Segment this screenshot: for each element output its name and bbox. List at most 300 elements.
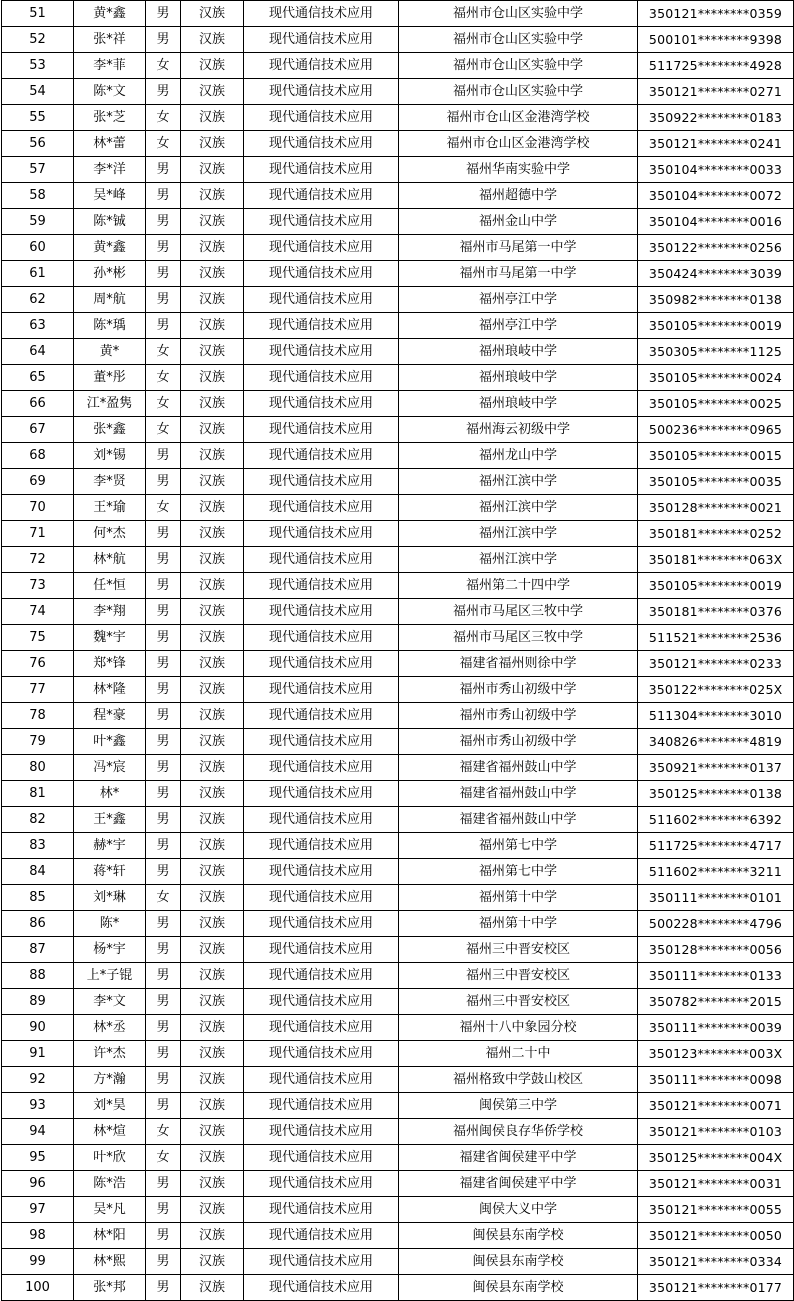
student-name-cell: 王*鑫 bbox=[74, 807, 146, 833]
ethnicity-cell: 汉族 bbox=[181, 833, 244, 859]
gender-cell: 女 bbox=[146, 391, 181, 417]
major-cell: 现代通信技术应用 bbox=[244, 365, 399, 391]
gender-cell: 男 bbox=[146, 599, 181, 625]
row-number-cell: 54 bbox=[2, 79, 74, 105]
major-cell: 现代通信技术应用 bbox=[244, 1249, 399, 1275]
id-number-cell: 350121********0271 bbox=[638, 79, 794, 105]
school-name-cell: 福州闽侯良存华侨学校 bbox=[399, 1119, 638, 1145]
row-number-cell: 70 bbox=[2, 495, 74, 521]
gender-cell: 女 bbox=[146, 1145, 181, 1171]
ethnicity-cell: 汉族 bbox=[181, 1015, 244, 1041]
student-name-cell: 林*煊 bbox=[74, 1119, 146, 1145]
major-cell: 现代通信技术应用 bbox=[244, 79, 399, 105]
gender-cell: 男 bbox=[146, 1197, 181, 1223]
row-number-cell: 84 bbox=[2, 859, 74, 885]
student-name-cell: 何*杰 bbox=[74, 521, 146, 547]
row-number-cell: 73 bbox=[2, 573, 74, 599]
row-number-cell: 95 bbox=[2, 1145, 74, 1171]
major-cell: 现代通信技术应用 bbox=[244, 755, 399, 781]
row-number-cell: 58 bbox=[2, 183, 74, 209]
student-name-cell: 孙*彬 bbox=[74, 261, 146, 287]
ethnicity-cell: 汉族 bbox=[181, 1223, 244, 1249]
id-number-cell: 350121********0031 bbox=[638, 1171, 794, 1197]
ethnicity-cell: 汉族 bbox=[181, 1, 244, 27]
row-number-cell: 86 bbox=[2, 911, 74, 937]
school-name-cell: 福州市秀山初级中学 bbox=[399, 729, 638, 755]
id-number-cell: 511602********3211 bbox=[638, 859, 794, 885]
id-number-cell: 350121********0359 bbox=[638, 1, 794, 27]
id-number-cell: 350123********003X bbox=[638, 1041, 794, 1067]
student-roster-table bbox=[1, 0, 794, 1301]
student-name-cell: 李*洋 bbox=[74, 157, 146, 183]
major-cell: 现代通信技术应用 bbox=[244, 833, 399, 859]
row-number-cell: 63 bbox=[2, 313, 74, 339]
student-name-cell: 张*邦 bbox=[74, 1275, 146, 1301]
gender-cell: 男 bbox=[146, 1171, 181, 1197]
ethnicity-cell: 汉族 bbox=[181, 859, 244, 885]
row-number-cell: 93 bbox=[2, 1093, 74, 1119]
ethnicity-cell: 汉族 bbox=[181, 79, 244, 105]
ethnicity-cell: 汉族 bbox=[181, 183, 244, 209]
school-name-cell: 福州龙山中学 bbox=[399, 443, 638, 469]
table-row bbox=[2, 521, 794, 547]
row-number-cell: 56 bbox=[2, 131, 74, 157]
row-number-cell: 80 bbox=[2, 755, 74, 781]
major-cell: 现代通信技术应用 bbox=[244, 547, 399, 573]
school-name-cell: 福州琅岐中学 bbox=[399, 365, 638, 391]
major-cell: 现代通信技术应用 bbox=[244, 209, 399, 235]
major-cell: 现代通信技术应用 bbox=[244, 989, 399, 1015]
table-row bbox=[2, 573, 794, 599]
school-name-cell: 福州琅岐中学 bbox=[399, 339, 638, 365]
id-number-cell: 500101********9398 bbox=[638, 27, 794, 53]
major-cell: 现代通信技术应用 bbox=[244, 573, 399, 599]
student-name-cell: 董*彤 bbox=[74, 365, 146, 391]
student-name-cell: 黄* bbox=[74, 339, 146, 365]
id-number-cell: 350181********063X bbox=[638, 547, 794, 573]
major-cell: 现代通信技术应用 bbox=[244, 469, 399, 495]
ethnicity-cell: 汉族 bbox=[181, 157, 244, 183]
ethnicity-cell: 汉族 bbox=[181, 547, 244, 573]
student-name-cell: 陈* bbox=[74, 911, 146, 937]
gender-cell: 女 bbox=[146, 1119, 181, 1145]
table-row bbox=[2, 209, 794, 235]
row-number-cell: 59 bbox=[2, 209, 74, 235]
ethnicity-cell: 汉族 bbox=[181, 27, 244, 53]
id-number-cell: 350121********0233 bbox=[638, 651, 794, 677]
major-cell: 现代通信技术应用 bbox=[244, 781, 399, 807]
gender-cell: 女 bbox=[146, 339, 181, 365]
student-name-cell: 林*丞 bbox=[74, 1015, 146, 1041]
student-name-cell: 李*文 bbox=[74, 989, 146, 1015]
id-number-cell: 511304********3010 bbox=[638, 703, 794, 729]
table-row bbox=[2, 235, 794, 261]
id-number-cell: 340826********4819 bbox=[638, 729, 794, 755]
id-number-cell: 350105********0035 bbox=[638, 469, 794, 495]
id-number-cell: 350105********0025 bbox=[638, 391, 794, 417]
major-cell: 现代通信技术应用 bbox=[244, 131, 399, 157]
school-name-cell: 闽侯大义中学 bbox=[399, 1197, 638, 1223]
id-number-cell: 350111********0039 bbox=[638, 1015, 794, 1041]
row-number-cell: 99 bbox=[2, 1249, 74, 1275]
student-name-cell: 陈*铖 bbox=[74, 209, 146, 235]
table-row bbox=[2, 1171, 794, 1197]
ethnicity-cell: 汉族 bbox=[181, 781, 244, 807]
gender-cell: 男 bbox=[146, 443, 181, 469]
table-row bbox=[2, 807, 794, 833]
row-number-cell: 89 bbox=[2, 989, 74, 1015]
school-name-cell: 福建省福州鼓山中学 bbox=[399, 781, 638, 807]
student-name-cell: 林* bbox=[74, 781, 146, 807]
row-number-cell: 78 bbox=[2, 703, 74, 729]
ethnicity-cell: 汉族 bbox=[181, 963, 244, 989]
table-row bbox=[2, 1275, 794, 1301]
student-name-cell: 李*翔 bbox=[74, 599, 146, 625]
id-number-cell: 350922********0183 bbox=[638, 105, 794, 131]
gender-cell: 女 bbox=[146, 131, 181, 157]
gender-cell: 女 bbox=[146, 417, 181, 443]
student-name-cell: 王*瑜 bbox=[74, 495, 146, 521]
table-row bbox=[2, 1041, 794, 1067]
student-name-cell: 刘*昊 bbox=[74, 1093, 146, 1119]
school-name-cell: 福州市仓山区金港湾学校 bbox=[399, 105, 638, 131]
table-row bbox=[2, 833, 794, 859]
student-name-cell: 杨*宇 bbox=[74, 937, 146, 963]
student-name-cell: 方*瀚 bbox=[74, 1067, 146, 1093]
major-cell: 现代通信技术应用 bbox=[244, 651, 399, 677]
table-row bbox=[2, 443, 794, 469]
table-row bbox=[2, 937, 794, 963]
major-cell: 现代通信技术应用 bbox=[244, 287, 399, 313]
ethnicity-cell: 汉族 bbox=[181, 1197, 244, 1223]
id-number-cell: 350125********0138 bbox=[638, 781, 794, 807]
student-name-cell: 张*祥 bbox=[74, 27, 146, 53]
student-name-cell: 叶*欣 bbox=[74, 1145, 146, 1171]
student-name-cell: 李*贤 bbox=[74, 469, 146, 495]
school-name-cell: 福建省福州鼓山中学 bbox=[399, 807, 638, 833]
school-name-cell: 福建省福州鼓山中学 bbox=[399, 755, 638, 781]
gender-cell: 男 bbox=[146, 677, 181, 703]
major-cell: 现代通信技术应用 bbox=[244, 1145, 399, 1171]
gender-cell: 男 bbox=[146, 937, 181, 963]
table-row bbox=[2, 79, 794, 105]
id-number-cell: 350982********0138 bbox=[638, 287, 794, 313]
gender-cell: 男 bbox=[146, 235, 181, 261]
student-name-cell: 李*菲 bbox=[74, 53, 146, 79]
major-cell: 现代通信技术应用 bbox=[244, 417, 399, 443]
gender-cell: 男 bbox=[146, 287, 181, 313]
school-name-cell: 福州亭江中学 bbox=[399, 287, 638, 313]
row-number-cell: 52 bbox=[2, 27, 74, 53]
row-number-cell: 81 bbox=[2, 781, 74, 807]
id-number-cell: 350104********0072 bbox=[638, 183, 794, 209]
row-number-cell: 90 bbox=[2, 1015, 74, 1041]
row-number-cell: 87 bbox=[2, 937, 74, 963]
ethnicity-cell: 汉族 bbox=[181, 1067, 244, 1093]
ethnicity-cell: 汉族 bbox=[181, 1275, 244, 1301]
gender-cell: 男 bbox=[146, 261, 181, 287]
gender-cell: 男 bbox=[146, 1093, 181, 1119]
gender-cell: 男 bbox=[146, 807, 181, 833]
major-cell: 现代通信技术应用 bbox=[244, 963, 399, 989]
ethnicity-cell: 汉族 bbox=[181, 1041, 244, 1067]
table-row bbox=[2, 1015, 794, 1041]
row-number-cell: 98 bbox=[2, 1223, 74, 1249]
ethnicity-cell: 汉族 bbox=[181, 313, 244, 339]
student-name-cell: 上*子锟 bbox=[74, 963, 146, 989]
table-row bbox=[2, 677, 794, 703]
row-number-cell: 66 bbox=[2, 391, 74, 417]
school-name-cell: 福州江滨中学 bbox=[399, 521, 638, 547]
school-name-cell: 福州格致中学鼓山校区 bbox=[399, 1067, 638, 1093]
major-cell: 现代通信技术应用 bbox=[244, 1067, 399, 1093]
id-number-cell: 350121********0241 bbox=[638, 131, 794, 157]
row-number-cell: 55 bbox=[2, 105, 74, 131]
ethnicity-cell: 汉族 bbox=[181, 417, 244, 443]
table-row bbox=[2, 391, 794, 417]
school-name-cell: 福州市仓山区金港湾学校 bbox=[399, 131, 638, 157]
school-name-cell: 福州市仓山区实验中学 bbox=[399, 79, 638, 105]
major-cell: 现代通信技术应用 bbox=[244, 1015, 399, 1041]
school-name-cell: 闽侯第三中学 bbox=[399, 1093, 638, 1119]
id-number-cell: 500236********0965 bbox=[638, 417, 794, 443]
table-row bbox=[2, 1, 794, 27]
major-cell: 现代通信技术应用 bbox=[244, 885, 399, 911]
gender-cell: 男 bbox=[146, 833, 181, 859]
id-number-cell: 511521********2536 bbox=[638, 625, 794, 651]
student-name-cell: 叶*鑫 bbox=[74, 729, 146, 755]
school-name-cell: 福州江滨中学 bbox=[399, 495, 638, 521]
row-number-cell: 74 bbox=[2, 599, 74, 625]
gender-cell: 男 bbox=[146, 703, 181, 729]
ethnicity-cell: 汉族 bbox=[181, 755, 244, 781]
ethnicity-cell: 汉族 bbox=[181, 599, 244, 625]
ethnicity-cell: 汉族 bbox=[181, 365, 244, 391]
table-row bbox=[2, 599, 794, 625]
ethnicity-cell: 汉族 bbox=[181, 1249, 244, 1275]
row-number-cell: 92 bbox=[2, 1067, 74, 1093]
gender-cell: 女 bbox=[146, 885, 181, 911]
ethnicity-cell: 汉族 bbox=[181, 651, 244, 677]
ethnicity-cell: 汉族 bbox=[181, 209, 244, 235]
school-name-cell: 福州亭江中学 bbox=[399, 313, 638, 339]
table-row bbox=[2, 703, 794, 729]
gender-cell: 男 bbox=[146, 651, 181, 677]
major-cell: 现代通信技术应用 bbox=[244, 1, 399, 27]
row-number-cell: 64 bbox=[2, 339, 74, 365]
student-name-cell: 林*阳 bbox=[74, 1223, 146, 1249]
table-row bbox=[2, 1067, 794, 1093]
row-number-cell: 85 bbox=[2, 885, 74, 911]
row-number-cell: 53 bbox=[2, 53, 74, 79]
major-cell: 现代通信技术应用 bbox=[244, 157, 399, 183]
id-number-cell: 511725********4928 bbox=[638, 53, 794, 79]
major-cell: 现代通信技术应用 bbox=[244, 911, 399, 937]
ethnicity-cell: 汉族 bbox=[181, 1145, 244, 1171]
gender-cell: 男 bbox=[146, 157, 181, 183]
ethnicity-cell: 汉族 bbox=[181, 131, 244, 157]
table-row bbox=[2, 651, 794, 677]
ethnicity-cell: 汉族 bbox=[181, 235, 244, 261]
id-number-cell: 350181********0252 bbox=[638, 521, 794, 547]
ethnicity-cell: 汉族 bbox=[181, 937, 244, 963]
ethnicity-cell: 汉族 bbox=[181, 1093, 244, 1119]
school-name-cell: 福州第二十四中学 bbox=[399, 573, 638, 599]
ethnicity-cell: 汉族 bbox=[181, 885, 244, 911]
school-name-cell: 福建省福州则徐中学 bbox=[399, 651, 638, 677]
gender-cell: 男 bbox=[146, 209, 181, 235]
id-number-cell: 350105********0019 bbox=[638, 573, 794, 599]
major-cell: 现代通信技术应用 bbox=[244, 1275, 399, 1301]
school-name-cell: 福州市仓山区实验中学 bbox=[399, 53, 638, 79]
id-number-cell: 350121********0334 bbox=[638, 1249, 794, 1275]
id-number-cell: 350105********0024 bbox=[638, 365, 794, 391]
school-name-cell: 福州琅岐中学 bbox=[399, 391, 638, 417]
student-name-cell: 许*杰 bbox=[74, 1041, 146, 1067]
school-name-cell: 福州市仓山区实验中学 bbox=[399, 27, 638, 53]
student-name-cell: 江*盈隽 bbox=[74, 391, 146, 417]
school-name-cell: 福州金山中学 bbox=[399, 209, 638, 235]
student-name-cell: 林*隆 bbox=[74, 677, 146, 703]
id-number-cell: 350121********0055 bbox=[638, 1197, 794, 1223]
id-number-cell: 350111********0098 bbox=[638, 1067, 794, 1093]
id-number-cell: 350104********0016 bbox=[638, 209, 794, 235]
major-cell: 现代通信技术应用 bbox=[244, 1119, 399, 1145]
table-row bbox=[2, 365, 794, 391]
school-name-cell: 福州第七中学 bbox=[399, 833, 638, 859]
id-number-cell: 350305********1125 bbox=[638, 339, 794, 365]
table-row bbox=[2, 547, 794, 573]
gender-cell: 女 bbox=[146, 53, 181, 79]
table-row bbox=[2, 287, 794, 313]
id-number-cell: 511725********4717 bbox=[638, 833, 794, 859]
row-number-cell: 97 bbox=[2, 1197, 74, 1223]
row-number-cell: 60 bbox=[2, 235, 74, 261]
table-row bbox=[2, 27, 794, 53]
ethnicity-cell: 汉族 bbox=[181, 105, 244, 131]
school-name-cell: 闽侯县东南学校 bbox=[399, 1249, 638, 1275]
id-number-cell: 350125********004X bbox=[638, 1145, 794, 1171]
table-row bbox=[2, 53, 794, 79]
table-row bbox=[2, 1119, 794, 1145]
major-cell: 现代通信技术应用 bbox=[244, 521, 399, 547]
school-name-cell: 福州市仓山区实验中学 bbox=[399, 1, 638, 27]
major-cell: 现代通信技术应用 bbox=[244, 1093, 399, 1119]
student-name-cell: 周*航 bbox=[74, 287, 146, 313]
student-name-cell: 陈*瑀 bbox=[74, 313, 146, 339]
row-number-cell: 71 bbox=[2, 521, 74, 547]
table-row bbox=[2, 1093, 794, 1119]
table-row bbox=[2, 963, 794, 989]
student-name-cell: 冯*宸 bbox=[74, 755, 146, 781]
school-name-cell: 闽侯县东南学校 bbox=[399, 1223, 638, 1249]
major-cell: 现代通信技术应用 bbox=[244, 53, 399, 79]
id-number-cell: 511602********6392 bbox=[638, 807, 794, 833]
gender-cell: 男 bbox=[146, 755, 181, 781]
gender-cell: 男 bbox=[146, 729, 181, 755]
gender-cell: 男 bbox=[146, 521, 181, 547]
school-name-cell: 福州海云初级中学 bbox=[399, 417, 638, 443]
student-name-cell: 吴*凡 bbox=[74, 1197, 146, 1223]
student-name-cell: 林*航 bbox=[74, 547, 146, 573]
row-number-cell: 88 bbox=[2, 963, 74, 989]
gender-cell: 男 bbox=[146, 625, 181, 651]
school-name-cell: 福州市马尾区三牧中学 bbox=[399, 625, 638, 651]
id-number-cell: 350104********0033 bbox=[638, 157, 794, 183]
school-name-cell: 福建省闽侯建平中学 bbox=[399, 1145, 638, 1171]
student-name-cell: 刘*琳 bbox=[74, 885, 146, 911]
table-row bbox=[2, 625, 794, 651]
major-cell: 现代通信技术应用 bbox=[244, 677, 399, 703]
student-name-cell: 陈*文 bbox=[74, 79, 146, 105]
gender-cell: 男 bbox=[146, 1223, 181, 1249]
gender-cell: 男 bbox=[146, 547, 181, 573]
major-cell: 现代通信技术应用 bbox=[244, 1197, 399, 1223]
table-row bbox=[2, 989, 794, 1015]
id-number-cell: 350128********0056 bbox=[638, 937, 794, 963]
gender-cell: 男 bbox=[146, 573, 181, 599]
ethnicity-cell: 汉族 bbox=[181, 911, 244, 937]
id-number-cell: 350128********0021 bbox=[638, 495, 794, 521]
table-row bbox=[2, 911, 794, 937]
ethnicity-cell: 汉族 bbox=[181, 443, 244, 469]
gender-cell: 男 bbox=[146, 1249, 181, 1275]
school-name-cell: 福州十八中象园分校 bbox=[399, 1015, 638, 1041]
major-cell: 现代通信技术应用 bbox=[244, 807, 399, 833]
id-number-cell: 350122********0256 bbox=[638, 235, 794, 261]
row-number-cell: 82 bbox=[2, 807, 74, 833]
gender-cell: 男 bbox=[146, 1067, 181, 1093]
ethnicity-cell: 汉族 bbox=[181, 703, 244, 729]
table-row bbox=[2, 131, 794, 157]
student-name-cell: 林*蕾 bbox=[74, 131, 146, 157]
school-name-cell: 福州市马尾区三牧中学 bbox=[399, 599, 638, 625]
id-number-cell: 350105********0015 bbox=[638, 443, 794, 469]
row-number-cell: 69 bbox=[2, 469, 74, 495]
row-number-cell: 65 bbox=[2, 365, 74, 391]
school-name-cell: 福州第十中学 bbox=[399, 911, 638, 937]
ethnicity-cell: 汉族 bbox=[181, 339, 244, 365]
student-name-cell: 张*芝 bbox=[74, 105, 146, 131]
table-row bbox=[2, 781, 794, 807]
id-number-cell: 350181********0376 bbox=[638, 599, 794, 625]
table-row bbox=[2, 495, 794, 521]
school-name-cell: 闽侯县东南学校 bbox=[399, 1275, 638, 1301]
ethnicity-cell: 汉族 bbox=[181, 521, 244, 547]
gender-cell: 男 bbox=[146, 27, 181, 53]
student-name-cell: 蒋*轩 bbox=[74, 859, 146, 885]
table-row bbox=[2, 1197, 794, 1223]
student-name-cell: 黄*鑫 bbox=[74, 235, 146, 261]
gender-cell: 男 bbox=[146, 79, 181, 105]
ethnicity-cell: 汉族 bbox=[181, 1119, 244, 1145]
table-row bbox=[2, 417, 794, 443]
student-name-cell: 郑*锋 bbox=[74, 651, 146, 677]
school-name-cell: 福州二十中 bbox=[399, 1041, 638, 1067]
major-cell: 现代通信技术应用 bbox=[244, 625, 399, 651]
row-number-cell: 76 bbox=[2, 651, 74, 677]
major-cell: 现代通信技术应用 bbox=[244, 261, 399, 287]
major-cell: 现代通信技术应用 bbox=[244, 729, 399, 755]
major-cell: 现代通信技术应用 bbox=[244, 313, 399, 339]
gender-cell: 男 bbox=[146, 963, 181, 989]
ethnicity-cell: 汉族 bbox=[181, 495, 244, 521]
school-name-cell: 福州第七中学 bbox=[399, 859, 638, 885]
school-name-cell: 福州第十中学 bbox=[399, 885, 638, 911]
table-row bbox=[2, 313, 794, 339]
school-name-cell: 福州超德中学 bbox=[399, 183, 638, 209]
student-name-cell: 陈*浩 bbox=[74, 1171, 146, 1197]
